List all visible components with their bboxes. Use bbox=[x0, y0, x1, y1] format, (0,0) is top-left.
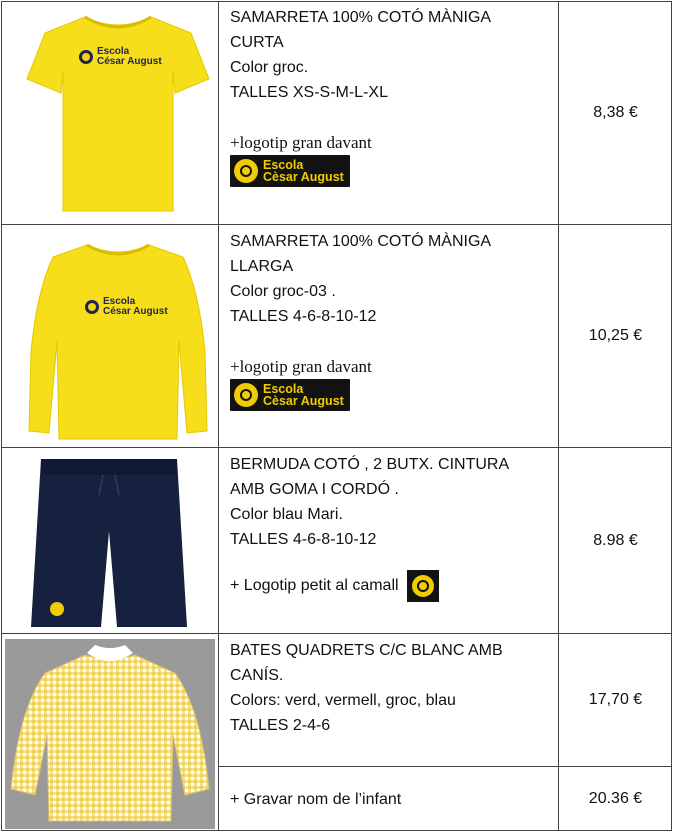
description-line: TALLES 4-6-8-10-12 bbox=[230, 531, 377, 548]
school-logo-badge bbox=[230, 379, 350, 411]
logo-note-row bbox=[230, 570, 549, 602]
row-5-price: 20.36 € bbox=[588, 790, 643, 807]
table-border bbox=[1, 830, 672, 831]
checked-smock-image bbox=[5, 639, 215, 829]
small-school-logo-badge bbox=[407, 570, 439, 602]
school-logo-badge bbox=[230, 155, 350, 187]
description-line: Color groc. bbox=[230, 59, 309, 76]
logo-note: +logotip gran davant bbox=[230, 133, 372, 152]
school-emblem-icon bbox=[412, 575, 434, 597]
table-border bbox=[218, 766, 672, 767]
description-line: LLARGA bbox=[230, 258, 294, 275]
row-2-description bbox=[219, 225, 559, 447]
garment-print-logo bbox=[79, 47, 162, 67]
table-border bbox=[1, 224, 672, 225]
badge-line2: Cèsar August bbox=[263, 170, 344, 184]
description-line: AMB GOMA I CORDÓ . bbox=[230, 481, 399, 498]
table-border bbox=[1, 1, 2, 831]
table-border bbox=[1, 633, 672, 634]
description-line: TALLES 4-6-8-10-12 bbox=[230, 308, 377, 325]
description-line: Colors: verd, vermell, groc, blau bbox=[230, 692, 456, 709]
table-border bbox=[671, 1, 672, 831]
row-4-description bbox=[219, 634, 559, 766]
row-5-description bbox=[219, 767, 559, 831]
long-sleeve-tshirt-image bbox=[23, 231, 213, 443]
description-line: TALLES 2-4-6 bbox=[230, 717, 331, 734]
badge-line2: Cèsar August bbox=[263, 394, 344, 408]
description-line: CANÍS. bbox=[230, 667, 284, 684]
description-line: TALLES XS-S-M-L-XL bbox=[230, 84, 388, 101]
uniform-price-table bbox=[1, 1, 672, 831]
description-line: Color blau Mari. bbox=[230, 506, 343, 523]
logo-note: + Logotip petit al camall bbox=[230, 577, 399, 595]
logo-note: +logotip gran davant bbox=[230, 357, 372, 376]
school-emblem-icon bbox=[234, 159, 258, 183]
description-line: SAMARRETA 100% COTÓ MÀNIGA bbox=[230, 233, 492, 250]
table-border bbox=[1, 1, 672, 2]
garment-print-logo bbox=[85, 297, 168, 317]
garment-print-line2: César August bbox=[97, 56, 162, 67]
garment-print-line1: Escola bbox=[97, 46, 130, 57]
row-2-price: 10,25 € bbox=[588, 327, 643, 344]
description-line: SAMARRETA 100% COTÓ MÀNIGA bbox=[230, 9, 492, 26]
badge-line1: Escola bbox=[263, 382, 304, 396]
row-1-description bbox=[219, 1, 559, 224]
description-line: + Gravar nom de l’infant bbox=[230, 790, 402, 808]
description-line: Color groc-03 . bbox=[230, 283, 336, 300]
row-4-price: 17,70 € bbox=[588, 691, 643, 708]
table-border bbox=[1, 447, 672, 448]
badge-line1: Escola bbox=[263, 158, 304, 172]
row-3-price: 8.98 € bbox=[593, 531, 638, 549]
description-line: BATES QUADRETS C/C BLANC AMB bbox=[230, 642, 503, 659]
table-border bbox=[218, 1, 219, 831]
garment-print-line1: Escola bbox=[103, 296, 136, 307]
short-sleeve-tshirt-image bbox=[23, 7, 213, 215]
row-1-price: 8,38 € bbox=[593, 103, 638, 121]
description-line: CURTA bbox=[230, 34, 284, 51]
description-line: BERMUDA COTÓ , 2 BUTX. CINTURA bbox=[230, 456, 510, 473]
table-border bbox=[558, 1, 559, 831]
garment-print-line2: César August bbox=[103, 306, 168, 317]
row-3-description bbox=[219, 448, 559, 633]
school-emblem-icon bbox=[79, 50, 93, 64]
bermuda-shorts-image bbox=[27, 451, 191, 631]
school-emblem-icon bbox=[234, 383, 258, 407]
school-emblem-icon bbox=[85, 300, 99, 314]
